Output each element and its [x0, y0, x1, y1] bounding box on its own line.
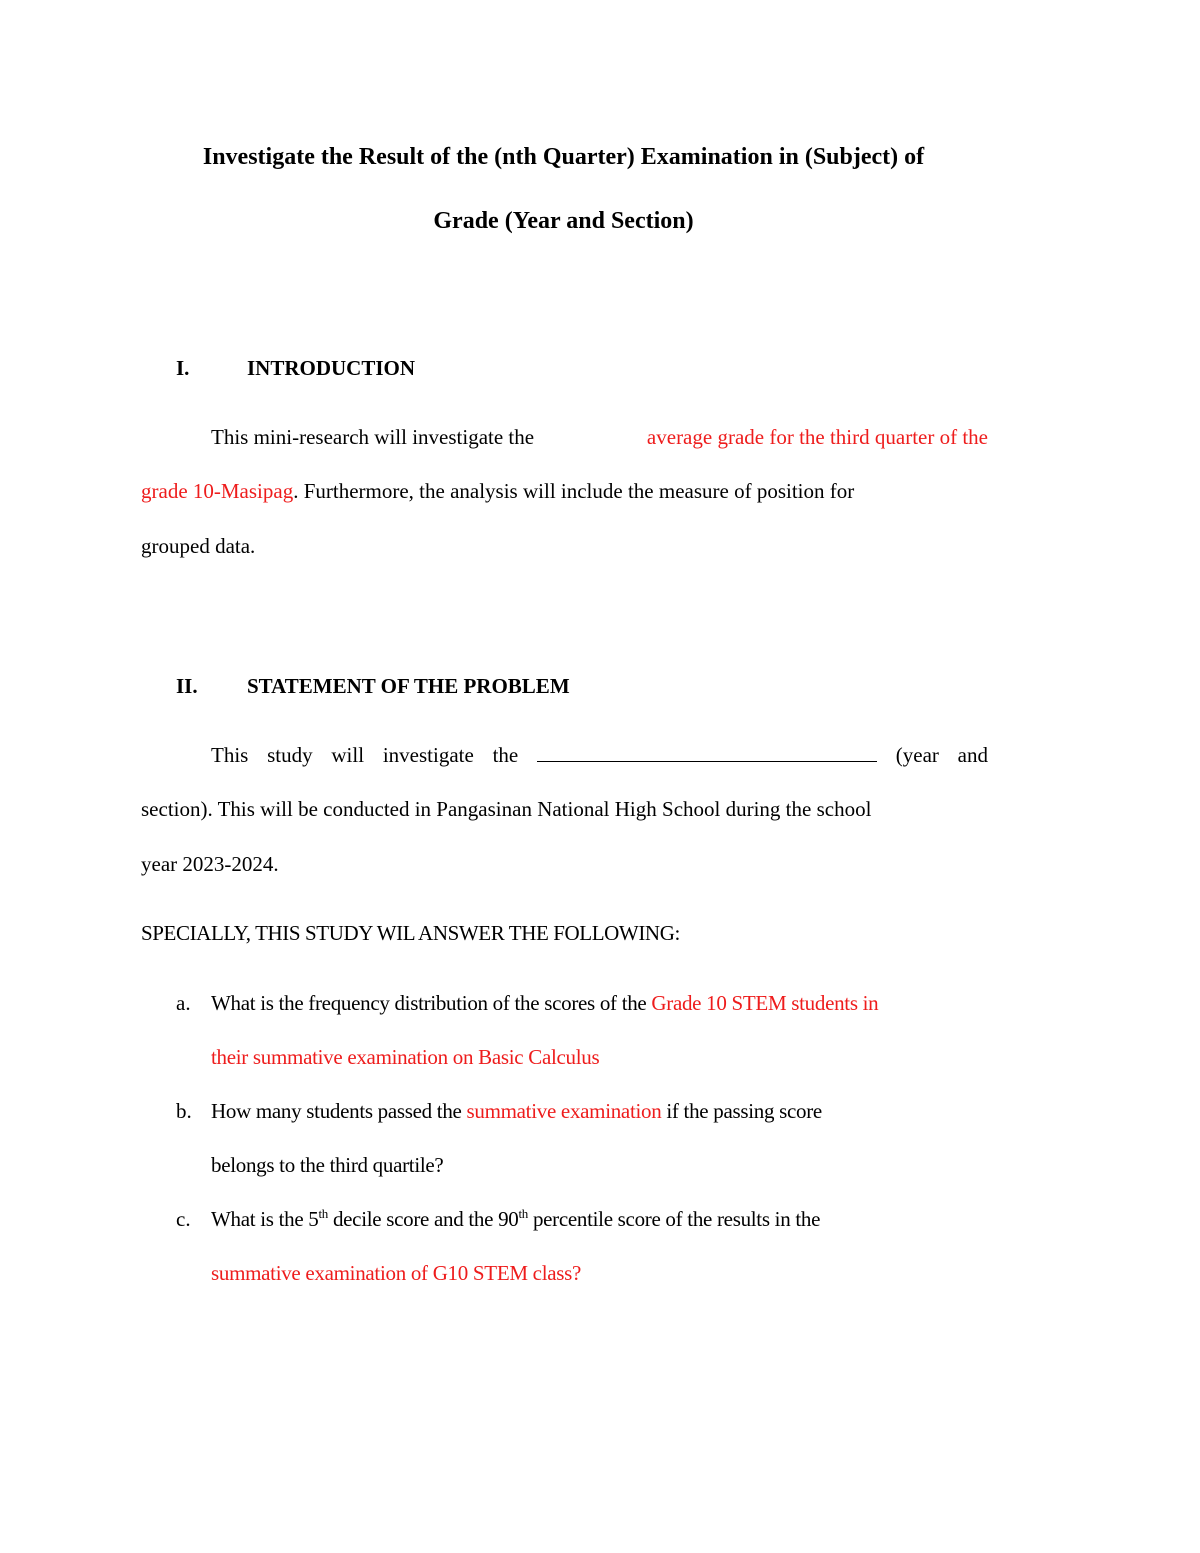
- section-1-heading: INTRODUCTION: [247, 356, 416, 380]
- section-2-numeral: II.: [176, 674, 198, 698]
- list-item-a-text: What is the frequency distribution of the scores of the: [211, 991, 652, 1015]
- list-item-b-text: How many students passed the: [211, 1099, 467, 1123]
- problem-word: (year: [895, 743, 939, 767]
- superscript-th: th: [318, 1206, 329, 1221]
- list-marker-b: b.: [176, 1099, 192, 1123]
- list-marker-c: c.: [176, 1207, 191, 1231]
- section-2-heading: STATEMENT OF THE PROBLEM: [247, 674, 570, 698]
- list-item-c-text: What is the 5: [211, 1207, 319, 1231]
- list-item-c-text-3: percentile score of the results in the: [528, 1207, 821, 1231]
- problem-word: This: [211, 743, 249, 767]
- intro-paragraph-line-1: [141, 425, 988, 450]
- intro-text-middle: . Furthermore, the analysis will include the measure of position for: [293, 479, 855, 503]
- problem-word: and: [957, 743, 988, 767]
- intro-paragraph-line-2: [141, 479, 988, 504]
- superscript-th: th: [518, 1206, 528, 1221]
- intro-text-start: This mini-research will investigate the: [211, 425, 535, 449]
- list-item-a-line-2: their summative examination on Basic Calculus: [211, 1045, 600, 1069]
- document-title-line-2: Grade (Year and Section): [433, 208, 694, 234]
- list-item-b-highlight: summative examination: [466, 1099, 662, 1123]
- section-1-numeral: I.: [176, 356, 190, 380]
- list-item-a-line-1: [211, 991, 878, 1016]
- list-item-c-line-1: [211, 1207, 820, 1232]
- list-item-a-highlight-1: Grade 10 STEM students in: [651, 991, 879, 1015]
- problem-word: study: [267, 743, 313, 767]
- list-item-b-line-1: [211, 1099, 822, 1124]
- problem-word: will: [331, 743, 365, 767]
- problem-word: the: [492, 743, 519, 767]
- fill-in-blank-line: [537, 743, 877, 762]
- list-marker-a: a.: [176, 991, 191, 1015]
- intro-highlight-2: grade 10-Masipag: [141, 479, 294, 503]
- specially-statement: SPECIALLY, THIS STUDY WIL ANSWER THE FOLLOWING:: [141, 921, 680, 945]
- list-item-c-line-2: summative examination of G10 STEM class?: [211, 1261, 582, 1285]
- problem-paragraph-line-2: section). This will be conducted in Pangasinan National High School during the school: [141, 797, 872, 821]
- problem-paragraph-line-1: [141, 743, 988, 768]
- intro-paragraph-line-3: grouped data.: [141, 534, 256, 558]
- intro-highlight-1: average grade for the third quarter of the: [646, 425, 988, 449]
- problem-paragraph-line-3: year 2023-2024.: [141, 852, 279, 876]
- list-item-b-line-2: belongs to the third quartile?: [211, 1153, 444, 1177]
- problem-word: investigate: [382, 743, 474, 767]
- list-item-b-text-2: if the passing score: [661, 1099, 822, 1123]
- list-item-c-text-2: decile score and the 90: [328, 1207, 519, 1231]
- document-title-line-1: Investigate the Result of the (nth Quarter) Examination in (Subject) of: [202, 144, 925, 170]
